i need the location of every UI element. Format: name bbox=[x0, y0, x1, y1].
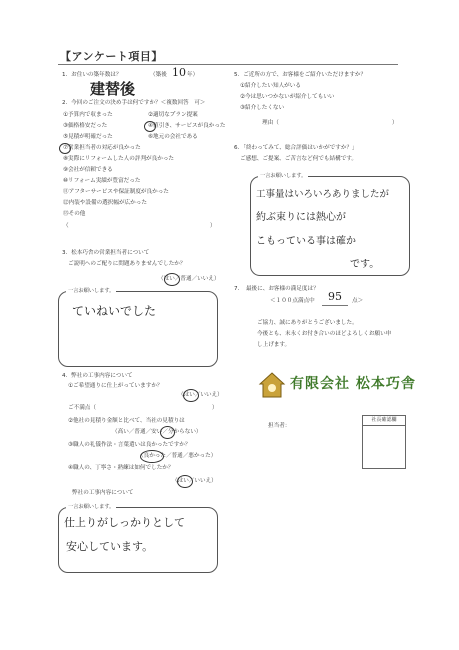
q6-handwritten-3: こもっている事は確か bbox=[256, 236, 356, 247]
q4d-choices: （はい／いいえ） bbox=[172, 478, 217, 484]
q7-score-underline bbox=[322, 305, 348, 306]
thanks-line-3: し上げます。 bbox=[257, 342, 291, 348]
q6-handwritten-1: 工事量はいろいろありましたが bbox=[256, 189, 390, 200]
q6-sub: ご感想、ご提案、ご苦言など何でも結構です。 bbox=[240, 156, 358, 162]
company-logo-text: 有限会社 松本巧舎 bbox=[290, 376, 416, 392]
q2-option-11: ⑪アフターサービスや保証制度が良かった bbox=[63, 189, 169, 195]
q4b-cheap-circle bbox=[160, 426, 175, 439]
house-logo-icon bbox=[258, 371, 286, 399]
q4d-label: ④職人の、丁寧さ・熟練は如何でしたか？ bbox=[68, 465, 174, 471]
q4a-yes-circle bbox=[183, 389, 199, 402]
header-divider bbox=[58, 64, 398, 65]
q2-label: 2．今回のご注文の決め手は何ですか？＜複数回答 可＞ bbox=[62, 100, 206, 106]
q5-option-2: ②今は思いつかないが紹介してもいい bbox=[240, 94, 335, 100]
q4d-yes-circle bbox=[177, 475, 193, 488]
q1-years-handwritten: 10 bbox=[172, 66, 186, 79]
q2-option-5: ⑤見積が明確だった bbox=[63, 134, 113, 140]
q2-option-4: ④値引き、サービスが良かった bbox=[148, 123, 226, 129]
q1-label: 1．お住いの築年数は？ bbox=[62, 72, 122, 78]
q4a-choices: （はい／いいえ） bbox=[178, 392, 223, 398]
q3-choices: （はい／普通／いいえ） bbox=[158, 276, 220, 282]
q1-paren: （築後 bbox=[150, 72, 167, 78]
q2-option-10: ⑩リフォーム実績が豊富だった bbox=[63, 178, 141, 184]
q4-comment-handwritten-2: 安心しています。 bbox=[66, 540, 154, 553]
q3-label: 3．松本巧舎の営業担当者について bbox=[62, 250, 150, 256]
q2-option-4-selected-circle bbox=[144, 121, 156, 132]
q2-option-2: ②適切なプラン提案 bbox=[148, 112, 198, 118]
q2-other-open: （ bbox=[63, 223, 69, 229]
q2-option-13: ⑬その他 bbox=[63, 211, 86, 217]
q2-option-1: ①予算内で収まった bbox=[63, 112, 113, 118]
q7-unit: 点＞ bbox=[352, 298, 364, 304]
thanks-line-1: ご協力、誠にありがとうございました。 bbox=[257, 320, 358, 326]
q3-sub: ご説明へのご配りに問題ありませんでしたか？ bbox=[68, 261, 186, 267]
q3-comment-handwritten: ていねいでした bbox=[72, 304, 157, 318]
q6-handwritten-2: 約ぶ束りには熱心が bbox=[256, 212, 346, 223]
q1-unit: 年） bbox=[187, 72, 199, 78]
q5-reason-label: 理由（ bbox=[262, 120, 279, 126]
company-logo bbox=[258, 370, 416, 400]
q2-option-3: ③価格格安だった bbox=[63, 123, 108, 129]
q4-label: 4．弊社の工事内容について bbox=[62, 373, 133, 379]
q5-label: 5．ご近所の方で、お客様をご紹介いただけますか？ bbox=[234, 72, 367, 78]
q2-option-9: ⑨会社が信頼できる bbox=[63, 167, 113, 173]
q4c-good-circle bbox=[140, 450, 164, 463]
q7-score-handwritten: 95 bbox=[328, 290, 342, 303]
q4-comment-tag: 一言お願いします。 bbox=[68, 504, 115, 510]
q1-answer-handwritten: 建替後 bbox=[90, 80, 136, 98]
q2-other-close: ） bbox=[210, 223, 216, 229]
q2-option-7-selected-circle bbox=[59, 143, 71, 154]
q5-option-1: ①紹介したい知人がいる bbox=[240, 83, 301, 89]
q4e-label: 弊社の工事内容について bbox=[72, 490, 134, 496]
q7-scale: ＜１００点満点中 bbox=[270, 298, 315, 304]
q6-comment-tag: 一言お願いします。 bbox=[260, 173, 307, 179]
q6-handwritten-4: です。 bbox=[350, 259, 380, 270]
q4b-choices: （高い／普通／安い／分からない） bbox=[112, 429, 202, 435]
q2-option-12: ⑫内装や設備の選択幅が広かった bbox=[63, 200, 147, 206]
q6-label: 6．「終わってみて、総合評価はいかがですか？」 bbox=[234, 145, 358, 151]
stamp-label: 社長確認欄 bbox=[371, 417, 397, 423]
q5-reason-close: ） bbox=[392, 120, 398, 126]
q3-comment-tag: 一言お願いします。 bbox=[68, 288, 115, 294]
thanks-line-2: 今後とも、末永くお付き合いのほどよろしくお願い申 bbox=[257, 331, 392, 337]
q4-complaint-close: ） bbox=[212, 405, 218, 411]
q5-option-3: ③紹介したくない bbox=[240, 105, 285, 111]
q4a-label: ①ご希望通りに仕上がっていますか？ bbox=[68, 383, 163, 389]
q4b-label: ②他社の見積り金額と比べて、当社の見積りは bbox=[68, 418, 185, 424]
stamp-box bbox=[362, 425, 406, 469]
q7-label: 7． 最後に、お客様の満足度は？ bbox=[234, 286, 319, 292]
q4-comment-handwritten-1: 仕上りがしっかりとして bbox=[64, 516, 185, 529]
q4-complaint-label: ご不満点（ bbox=[68, 405, 96, 411]
q2-option-7: ⑦営業担当者の対応が良かった bbox=[63, 145, 141, 151]
page-title: 【アンケート項目】 bbox=[60, 50, 163, 63]
q2-option-8: ⑧実際にリフォームした人の評判が良かった bbox=[63, 156, 175, 162]
q4c-label: ③職人の礼儀作法・言葉遣いは良かったですか？ bbox=[68, 442, 191, 448]
q3-yes-circle bbox=[164, 273, 180, 286]
staff-label: 担当者： bbox=[268, 423, 291, 429]
q2-option-6: ⑥地元の会社である bbox=[148, 134, 198, 140]
q4c-choices: （良かった／普通／悪かった） bbox=[138, 453, 217, 459]
